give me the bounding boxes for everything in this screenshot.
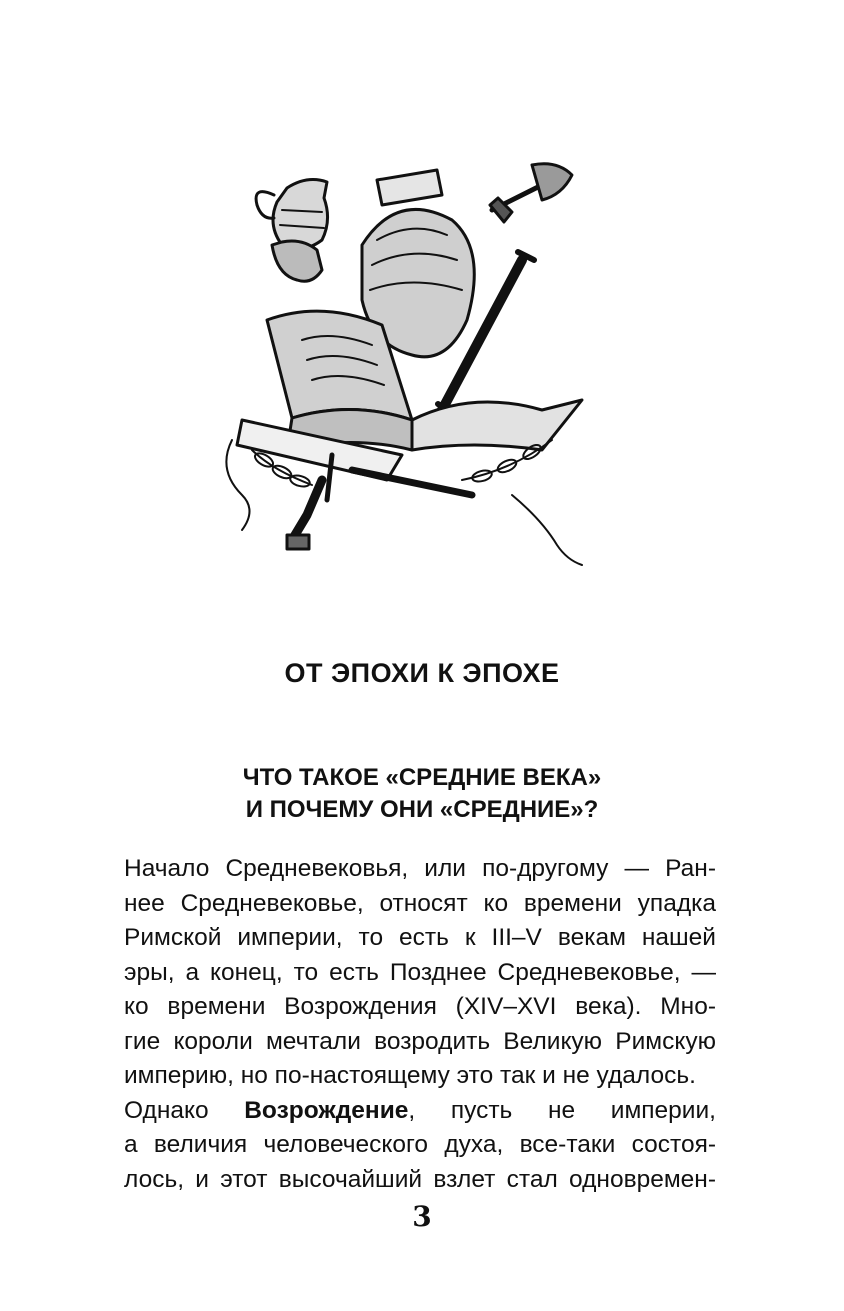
text-line: ко времени Возрождения (XIV–XVI века). Мно- [124,993,716,1020]
medieval-still-life-illustration [212,150,602,580]
term-bold: Возрождение [244,1096,409,1124]
text-line: империю, но по-настоящему это так и не удалось. [124,1062,696,1089]
body-text [124,852,716,1197]
text-line: лось, и этот высочайший взлет стал одновремен- [124,1165,716,1193]
section-heading-line: ЧТО ТАКОЕ «СРЕДНИЕ ВЕКА» [242,764,602,791]
chapter-title: ОТ ЭПОХИ К ЭПОХЕ [284,658,560,688]
section-heading-line: И ПОЧЕМУ ОНИ «СРЕДНИЕ»? [245,796,599,823]
text-line [124,1094,716,1129]
text-line: Начало Средневековья, или по-другому — Ран- [124,855,716,882]
text-line: гие короли мечтали возродить Великую Римскую [124,1027,716,1055]
page-number: 3 [412,1200,432,1233]
text-line: а величия человеческого духа, все-таки состоя- [124,1131,716,1158]
text-line: нее Средневековье, относят ко времени упадка [124,889,716,917]
text-run: Однако [124,1096,245,1124]
jug-icon [256,180,327,249]
text-line: эры, а конец, то есть Позднее Средневековье, — [124,958,716,986]
text-run: , пусть не империи, [408,1096,716,1124]
section-heading [0,762,844,826]
axe-icon [490,164,572,222]
bust-icon [272,241,322,281]
text-line: Римской империи, то есть к III–V векам нашей [124,924,716,951]
